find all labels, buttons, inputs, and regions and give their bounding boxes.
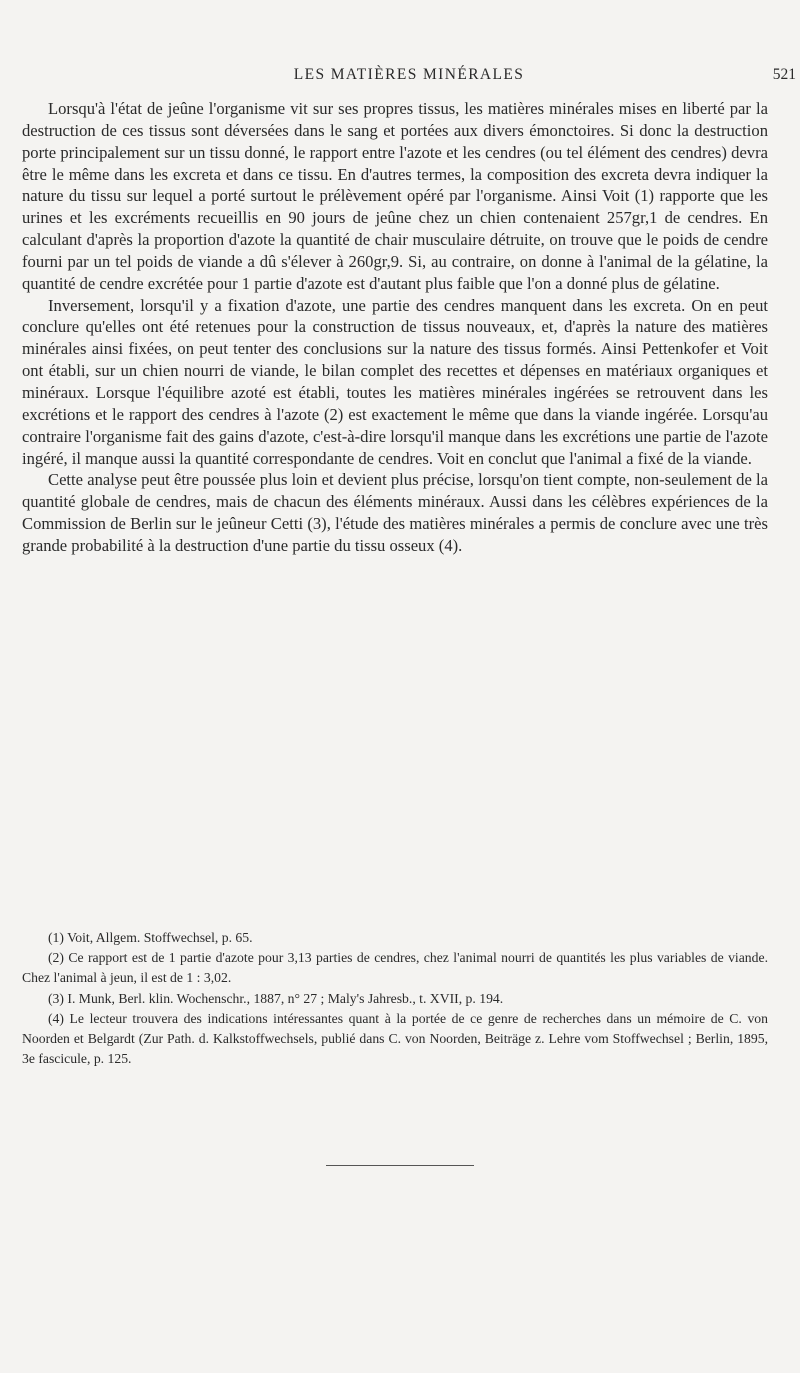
footnote-1: (1) Voit, Allgem. Stoffwechsel, p. 65. — [48, 930, 253, 945]
footnote-3: (3) I. Munk, Berl. klin. Wochenschr., 1887, n° 27 ; Maly's Jahresb., t. XVII, p. 194. — [48, 990, 504, 1006]
page-header — [22, 64, 796, 88]
footnote-2: (2) Ce rapport est de 1 partie d'azote pour 3,13 parties de cendres, chez l'animal nourri de quantités les plus variables de viande. Chez l'animal à jeun, il est de 1 : 3,02. — [22, 950, 768, 986]
main-text — [22, 98, 768, 557]
paragraph-1: Lorsqu'à l'état de jeûne l'organisme vit sur ses propres tissus, les matières minérales mises en liberté par la destruction de ces tissus sont déversées dans le sang et portées aux divers émonctoires. Si donc la destruction porte principalement sur un tissu donné, le rapport entre l'azote et les cendres (ou tel élément des cendres) devra être le même dans les excreta et dans ce tissu. En d'autres termes, la composition des excreta devra indiquer la nature du tissu sur lequel a porté surtout le prélèvement opéré par l'organisme. Ainsi Voit (1) rapporte que les urines et les excréments recueillis en 90 jours de jeûne chez un chien contenaient 257gr,1 de cendres. En calculant d'après la proportion d'azote la quantité de chair musculaire détruite, on trouve que le poids de cendre fourni par un tel poids de viande a dû s'élever à 260gr,9. Si, au contraire, on donne à l'animal de la gélatine, la quantité de cendre excrétée pour 1 partie d'azote est d'autant plus faible que l'on a donné plus de gélatine. — [22, 99, 768, 293]
page-number: 521 — [772, 66, 796, 83]
footnotes — [22, 928, 768, 1069]
paragraph-2: Inversement, lorsqu'il y a fixation d'azote, une partie des cendres manquent dans les excreta. On en peut conclure qu'elles ont été retenues pour la construction de tissus nouveaux, et, d'après la nature des matières minérales ainsi fixées, on peut tenter des conclusions sur la nature des tissus formés. Ainsi Pettenkofer et Voit ont établi, sur un chien nourri de viande, le bilan complet des recettes et dépenses en matériaux organiques et minéraux. Lorsque l'équilibre azoté est établi, toutes les matières minérales ingérées se retrouvent dans les excrétions et le rapport des cendres à l'azote (2) est exactement le même que dans la viande ingérée. Lorsqu'au contraire l'organisme fait des gains d'azote, c'est-à-dire lorsqu'il manque dans les excrétions une partie de l'azote ingéré, il manque aussi la quantité correspondante de cendres. Voit en conclut que l'animal a fixé de la viande. — [22, 295, 768, 468]
end-rule — [326, 1165, 474, 1166]
running-title: LES MATIÈRES MINÉRALES — [293, 66, 525, 83]
paragraph-3: Cette analyse peut être poussée plus loin et devient plus précise, lorsqu'on tient compte, non-seulement de la quantité globale de cendres, mais de chacun des éléments minéraux. Aussi dans les célèbres expériences de la Commission de Berlin sur le jeûneur Cetti (3), l'étude des matières minérales a permis de conclure avec une très grande probabilité à la destruction d'une partie du tissu osseux (4). — [22, 470, 768, 555]
footnote-4: (4) Le lecteur trouvera des indications intéressantes quant à la portée de ce genre de recherches dans un mémoire de C. von Noorden et Belgardt (Zur Path. d. Kalkstoffwechsels, publié dans C. von Noorden, Beiträge z. Lehre vom Stoffwechsel ; Berlin, 1895, 3e fascicule, p. 125. — [22, 1010, 768, 1067]
